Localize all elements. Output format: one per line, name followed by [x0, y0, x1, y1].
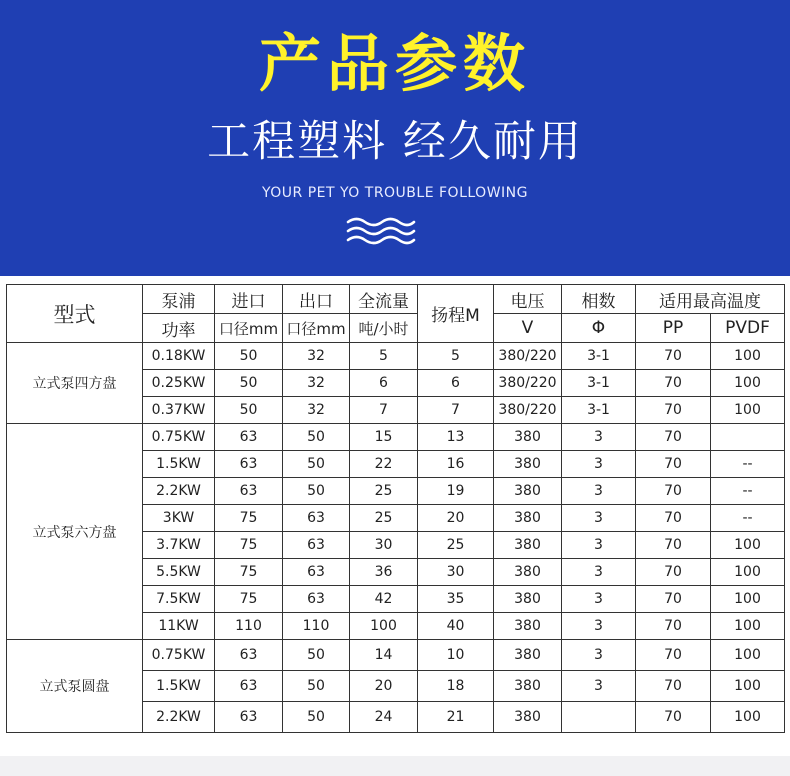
cell-voltage: 380: [494, 702, 562, 733]
cell-outlet: 32: [283, 343, 350, 370]
cell-phase: 3-1: [562, 370, 636, 397]
cell-pvdf: --: [711, 451, 785, 478]
cell-outlet: 50: [283, 640, 350, 671]
cell-pp: 70: [636, 424, 711, 451]
cell-flow: 100: [350, 613, 418, 640]
cell-voltage: 380: [494, 478, 562, 505]
header-pvdf: PVDF: [711, 314, 785, 343]
cell-phase: 3: [562, 586, 636, 613]
cell-phase: 3: [562, 505, 636, 532]
header-phase: 相数: [562, 285, 636, 314]
header-max-temp: 适用最高温度: [636, 285, 785, 314]
cell-voltage: 380: [494, 424, 562, 451]
cell-voltage: 380: [494, 532, 562, 559]
cell-head: 13: [418, 424, 494, 451]
cell-power: 0.37KW: [143, 397, 215, 424]
cell-flow: 25: [350, 478, 418, 505]
header-voltage-unit: V: [494, 314, 562, 343]
cell-power: 3.7KW: [143, 532, 215, 559]
cell-voltage: 380: [494, 671, 562, 702]
page-subtitle: 工程塑料 经久耐用: [207, 117, 583, 167]
cell-inlet: 50: [215, 370, 283, 397]
cell-pvdf: 100: [711, 613, 785, 640]
cell-head: 6: [418, 370, 494, 397]
cell-inlet: 63: [215, 640, 283, 671]
wave-icon: [346, 216, 416, 246]
cell-phase: 3: [562, 613, 636, 640]
cell-voltage: 380: [494, 613, 562, 640]
header-model: 型式: [7, 285, 143, 343]
header-flow: 全流量: [350, 285, 418, 314]
cell-head: 18: [418, 671, 494, 702]
cell-inlet: 63: [215, 702, 283, 733]
cell-flow: 42: [350, 586, 418, 613]
cell-outlet: 32: [283, 397, 350, 424]
cell-outlet: 50: [283, 702, 350, 733]
header-phase-unit: Φ: [562, 314, 636, 343]
header-head: 扬程M: [418, 285, 494, 343]
cell-inlet: 50: [215, 343, 283, 370]
cell-flow: 20: [350, 671, 418, 702]
cell-outlet: 63: [283, 532, 350, 559]
cell-inlet: 63: [215, 671, 283, 702]
cell-power: 11KW: [143, 613, 215, 640]
cell-pvdf: 100: [711, 559, 785, 586]
cell-head: 40: [418, 613, 494, 640]
cell-voltage: 380/220: [494, 397, 562, 424]
cell-head: 25: [418, 532, 494, 559]
cell-power: 0.18KW: [143, 343, 215, 370]
table-row: [7, 343, 785, 370]
cell-pvdf: 100: [711, 370, 785, 397]
cell-pvdf: 100: [711, 640, 785, 671]
spec-table-container: [6, 284, 784, 749]
header-pump: 泵浦: [143, 285, 215, 314]
cell-voltage: 380: [494, 586, 562, 613]
cell-power: 2.2KW: [143, 478, 215, 505]
cell-pp: 70: [636, 702, 711, 733]
cell-head: 16: [418, 451, 494, 478]
hero-banner: [0, 0, 790, 276]
cell-head: 19: [418, 478, 494, 505]
cell-flow: 14: [350, 640, 418, 671]
cell-outlet: 63: [283, 505, 350, 532]
cell-power: 2.2KW: [143, 702, 215, 733]
cell-power: 5.5KW: [143, 559, 215, 586]
cell-inlet: 63: [215, 478, 283, 505]
cell-power: 1.5KW: [143, 671, 215, 702]
cell-voltage: 380: [494, 640, 562, 671]
cell-head: 20: [418, 505, 494, 532]
cell-head: 10: [418, 640, 494, 671]
cell-power: 0.75KW: [143, 424, 215, 451]
cell-inlet: 50: [215, 397, 283, 424]
cell-pvdf: [711, 424, 785, 451]
cell-phase: 3-1: [562, 343, 636, 370]
cell-flow: 7: [350, 397, 418, 424]
cell-inlet: 75: [215, 505, 283, 532]
cell-voltage: 380: [494, 451, 562, 478]
cell-pp: 70: [636, 343, 711, 370]
cell-phase: 3: [562, 671, 636, 702]
header-row-1: [7, 285, 785, 314]
header-inlet: 进口: [215, 285, 283, 314]
cell-pvdf: --: [711, 478, 785, 505]
cell-pp: 70: [636, 505, 711, 532]
header-flow-unit: 吨/小时: [350, 314, 418, 343]
cell-pp: 70: [636, 532, 711, 559]
spec-table: [6, 284, 785, 733]
cell-outlet: 50: [283, 671, 350, 702]
cell-head: 5: [418, 343, 494, 370]
cell-inlet: 63: [215, 451, 283, 478]
cell-pvdf: 100: [711, 343, 785, 370]
cell-pvdf: 100: [711, 586, 785, 613]
cell-inlet: 75: [215, 532, 283, 559]
cell-inlet: 75: [215, 586, 283, 613]
cell-flow: 24: [350, 702, 418, 733]
cell-phase: 3: [562, 424, 636, 451]
cell-phase: 3: [562, 532, 636, 559]
table-row: [7, 424, 785, 451]
cell-pp: 70: [636, 559, 711, 586]
cell-pp: 70: [636, 640, 711, 671]
cell-flow: 25: [350, 505, 418, 532]
cell-power: 1.5KW: [143, 451, 215, 478]
cell-outlet: 63: [283, 559, 350, 586]
cell-pp: 70: [636, 613, 711, 640]
cell-pvdf: 100: [711, 532, 785, 559]
cell-flow: 36: [350, 559, 418, 586]
cell-pvdf: 100: [711, 702, 785, 733]
cell-inlet: 75: [215, 559, 283, 586]
cell-voltage: 380/220: [494, 370, 562, 397]
cell-outlet: 50: [283, 478, 350, 505]
group-label: 立式泵四方盘: [7, 343, 143, 424]
header-power: 功率: [143, 314, 215, 343]
cell-power: 0.75KW: [143, 640, 215, 671]
cell-flow: 6: [350, 370, 418, 397]
cell-inlet: 63: [215, 424, 283, 451]
cell-phase: 3: [562, 640, 636, 671]
cell-inlet: 110: [215, 613, 283, 640]
cell-pp: 70: [636, 370, 711, 397]
cell-head: 7: [418, 397, 494, 424]
header-outlet: 出口: [283, 285, 350, 314]
cell-pvdf: --: [711, 505, 785, 532]
cell-outlet: 63: [283, 586, 350, 613]
cell-phase: 3: [562, 559, 636, 586]
cell-voltage: 380: [494, 559, 562, 586]
cell-outlet: 50: [283, 424, 350, 451]
group-label: 立式泵六方盘: [7, 424, 143, 640]
cell-power: 3KW: [143, 505, 215, 532]
cell-head: 21: [418, 702, 494, 733]
header-voltage: 电压: [494, 285, 562, 314]
cell-pvdf: 100: [711, 671, 785, 702]
cell-pvdf: 100: [711, 397, 785, 424]
cell-phase: 3: [562, 451, 636, 478]
group-label: 立式泵圆盘: [7, 640, 143, 733]
cell-phase: 3: [562, 478, 636, 505]
tagline: YOUR PET YO TROUBLE FOLLOWING: [261, 185, 528, 201]
header-pp: PP: [636, 314, 711, 343]
header-outlet-unit: 口径mm: [283, 314, 350, 343]
cell-pp: 70: [636, 451, 711, 478]
cell-phase: [562, 702, 636, 733]
cell-power: 7.5KW: [143, 586, 215, 613]
cell-outlet: 50: [283, 451, 350, 478]
cell-flow: 5: [350, 343, 418, 370]
cell-phase: 3-1: [562, 397, 636, 424]
table-row: [7, 640, 785, 671]
cell-voltage: 380: [494, 505, 562, 532]
cell-pp: 70: [636, 397, 711, 424]
cell-head: 30: [418, 559, 494, 586]
cell-pp: 70: [636, 478, 711, 505]
cell-outlet: 110: [283, 613, 350, 640]
cell-flow: 30: [350, 532, 418, 559]
cell-voltage: 380/220: [494, 343, 562, 370]
cell-pp: 70: [636, 671, 711, 702]
cell-outlet: 32: [283, 370, 350, 397]
cell-pp: 70: [636, 586, 711, 613]
cell-flow: 15: [350, 424, 418, 451]
cell-flow: 22: [350, 451, 418, 478]
cell-head: 35: [418, 586, 494, 613]
cell-power: 0.25KW: [143, 370, 215, 397]
bottom-strip: [0, 756, 790, 776]
header-inlet-unit: 口径mm: [215, 314, 283, 343]
page-title: 产品参数: [258, 27, 531, 100]
